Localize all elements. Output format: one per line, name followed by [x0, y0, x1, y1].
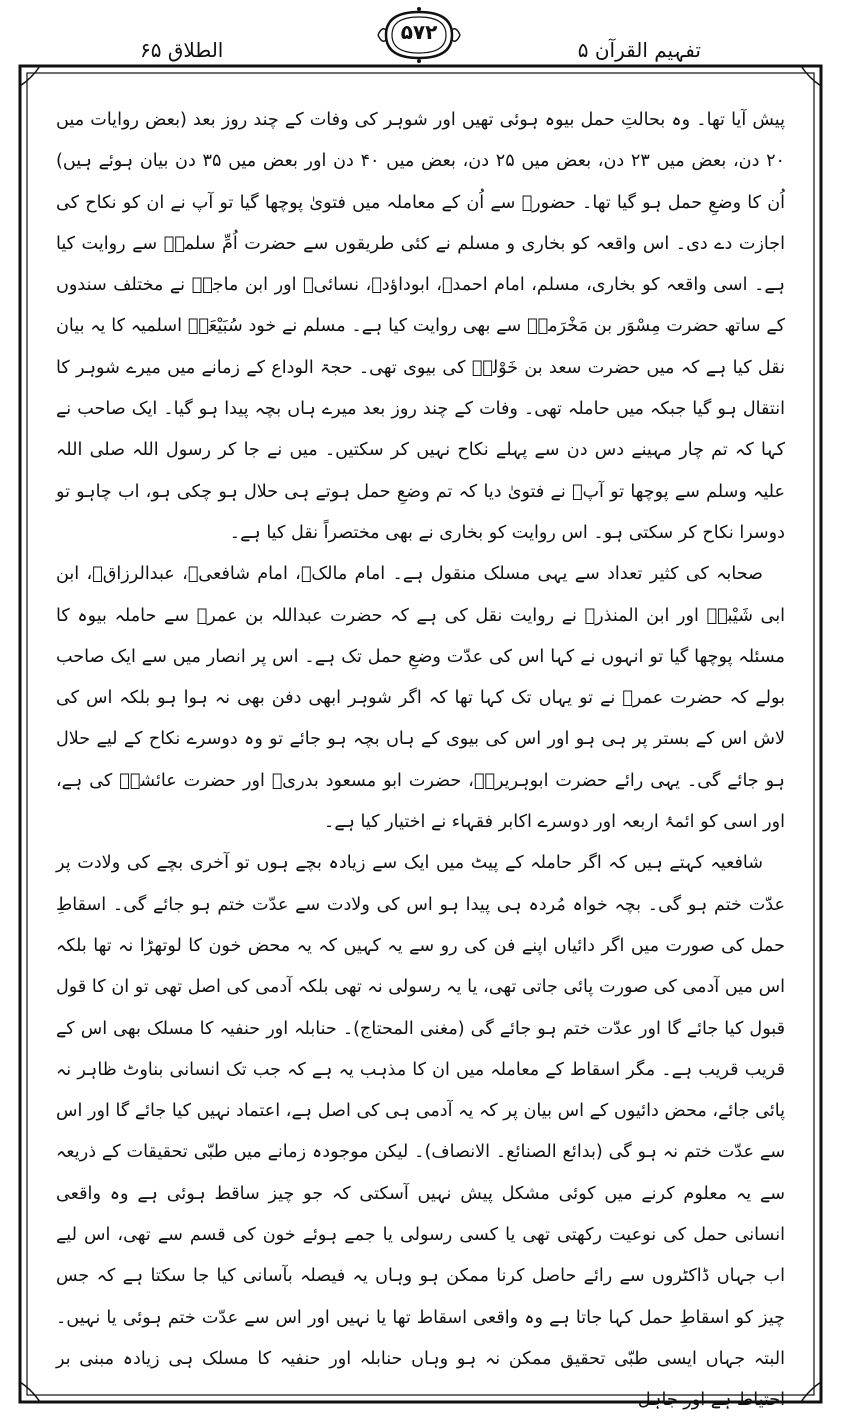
text-line: کے لیے حلال ہو جائے گی۔ یہی رائے حضرت ابوہریرہؓ، حضرت ابو مسعود بدریؓ اور حضرت عائشہؓ کی ہے، اور اسی: [56, 729, 785, 833]
text-line: نے بھی مختصراً نقل کیا ہے۔: [229, 522, 434, 543]
text-line: عدّت وضعِ حمل تک ہے۔ اس پر انصار میں سے ایک صاحب بولے کہ حضرت عمرؓ نے تو یہاں تک کہا تھا کہ اگر شوہر ابھی: [56, 646, 785, 709]
text-line: پیش آیا تھا۔ وہ بحالتِ حمل بیوہ ہوئی تھیں اور شوہر کی وفات کے چند روز بعد (بعض روایات میں ۲۰ دن، بعض: [56, 110, 786, 172]
text-line: ہو گی۔ بچہ خواہ مُردہ ہی پیدا ہو اس کی ولادت سے عدّت ختم ہو جائے گی۔ اسقاطِ حمل کی صورت میں اگر دائیاں: [56, 894, 785, 956]
commentary-text: [56, 100, 785, 1422]
paragraph-2: [56, 554, 785, 843]
paragraph-3: [56, 843, 785, 1421]
text-line: نسائیؒ اور ابن ماجہؒ نے مختلف سندوں کے ساتھ حضرت مِسْوَر بن مَخْرَمہؓ سے بھی روایت کیا ہے۔ مسلم نے خود سُبَیْعَہؓ: [56, 275, 786, 337]
text-line: بھی اس کے قریب قریب ہے۔ مگر اسقاط کے معاملہ میں ان کا مذہب یہ ہے کہ جب تک انسانی بناوٹ ظاہر نہ پائی: [56, 1018, 785, 1122]
text-line: کو ائمۂ اربعہ اور دوسرے اکابر فقہاء نے اختیار کیا ہے۔: [324, 812, 718, 833]
text-line: بآسانی کیا جا سکتا ہے کہ جس چیز کو اسقاطِ حمل کہا جاتا ہے وہ واقعی اسقاط تھا یا نہیں اور اس سے عدّت ختم ہوئی یا: [56, 1266, 785, 1328]
text-line: نہیں۔ البتہ جہاں ایسی طبّی تحقیق ممکن نہ ہو وہاں حنابلہ اور حنفیہ کا مسلک ہی زیادہ مبنی بر احتیاط ہے اور جاہل: [56, 1307, 785, 1411]
text-line: میں ۲۳ دن، بعض میں ۲۵ دن، بعض میں ۴۰ دن اور بعض میں ۳۵ دن بیان ہوئے ہیں) اُن کا وضعِ حمل ہو گیا تھا۔: [56, 151, 786, 213]
text-line: میں کوئی مشکل پیش نہیں آسکتی کہ جو چیز ساقط ہوئی ہے وہ واقعی انسانی حمل کی نوعیت رکھتی تھی یا کسی رسولی: [56, 1183, 785, 1246]
text-line: صحابہ کی کثیر تعداد سے یہی مسلک منقول ہے۔ امام مالکؒ، امام شافعیؒ، عبدالرزاقؒ، ابن ابی شَیْبہؒ اور ابن: [56, 564, 785, 626]
text-line: المنذرؒ نے روایت نقل کی ہے کہ حضرت عبداللہ بن عمرؓ سے حاملہ بیوہ کا مسئلہ پوچھا گیا تو انہوں نے کہا اس کی: [56, 605, 785, 667]
text-line: نہ ہو گی (بدائع الصنائع۔ الانصاف)۔ لیکن موجودہ زمانے میں طبّی تحقیقات کے ذریعہ سے یہ معلوم کرنے: [56, 1142, 785, 1204]
page-number: ۵۷۲: [400, 20, 438, 44]
text-line: بلکہ آدمی کی اصل تھی تو ان کا قول قبول کیا جائے گا اور عدّت ختم ہو جائے گی (مغنی المحتاج)۔ حنابلہ اور حنفیہ کا مسلک: [56, 977, 786, 1039]
text-line: شافعیہ کہتے ہیں کہ اگر حاملہ کے پیٹ میں ایک سے زیادہ بچے ہوں تو آخری بچے کی ولادت پر عدّت ختم: [56, 853, 785, 915]
text-line: تم چار مہینے دس دن سے پہلے نکاح نہیں کر سکتیں۔ میں نے جا کر رسول اللہ صلی اللہ علیہ وسلم سے پوچھا تو آپؐ: [56, 440, 785, 502]
text-line: اپنے فن کی رو سے یہ کہیں کہ یہ محض خون کا لوتھڑا نہ تھا بلکہ اس میں آدمی کی صورت پائی جاتی تھی، یا یہ رسولی نہ تھی: [56, 935, 785, 998]
text-line: مسلم نے کئی طریقوں سے حضرت اُمِّ سلمہؓ سے روایت کیا ہے۔ اسی واقعہ کو بخاری، مسلم، امام احمدؒ، ابوداؤدؒ،: [56, 233, 785, 296]
text-line: نے فتویٰ دیا کہ تم وضعِ حمل ہوتے ہی حلال ہو چکی ہو، اب چاہو تو دوسرا نکاح کر سکتی ہو۔ اس روایت کو بخاری: [56, 481, 785, 543]
text-line: کا انتقال ہو گیا جبکہ میں حاملہ تھی۔ وفات کے چند روز بعد میرے ہاں بچہ پیدا ہو گیا۔ ایک صاحب نے کہا کہ: [56, 357, 786, 461]
paragraph-1: [56, 100, 785, 554]
text-line: دفن بھی نہ ہوا ہو بلکہ اس کی لاش اس کے بستر پر ہی ہو اور اس کی بیوی کے ہاں بچہ ہو جائے تو وہ دوسرے نکاح: [56, 688, 785, 750]
page-number-medallion: [376, 6, 462, 64]
surah-reference: الطلاق ۶۵: [140, 38, 224, 62]
book-title: تفہیم القرآن ۵: [577, 38, 701, 62]
text-line: حضورؐ سے اُن کے معاملہ میں فتویٰ پوچھا گیا تو آپ نے ان کو نکاح کی اجازت دے دی۔ اس واقعہ کو بخاری و: [56, 192, 786, 254]
text-line: اسلمیہ کا یہ بیان نقل کیا ہے کہ میں حضرت سعد بن خَوْلہؓ کی بیوی تھی۔ حجۃ الوداع کے زمانے میں میرے شوہر: [56, 316, 785, 378]
text-line: جائے، محض دائیوں کے اس بیان پر کہ یہ آدمی ہی کی اصل ہے، اعتماد نہیں کیا جائے گا اور اس سے عدّت ختم: [56, 1101, 785, 1163]
text-line: یا جمے ہوئے خون کی قسم سے تھی، اس لیے اب جہاں ڈاکٹروں سے رائے حاصل کرنا ممکن ہو وہاں یہ فیصلہ: [56, 1225, 785, 1287]
